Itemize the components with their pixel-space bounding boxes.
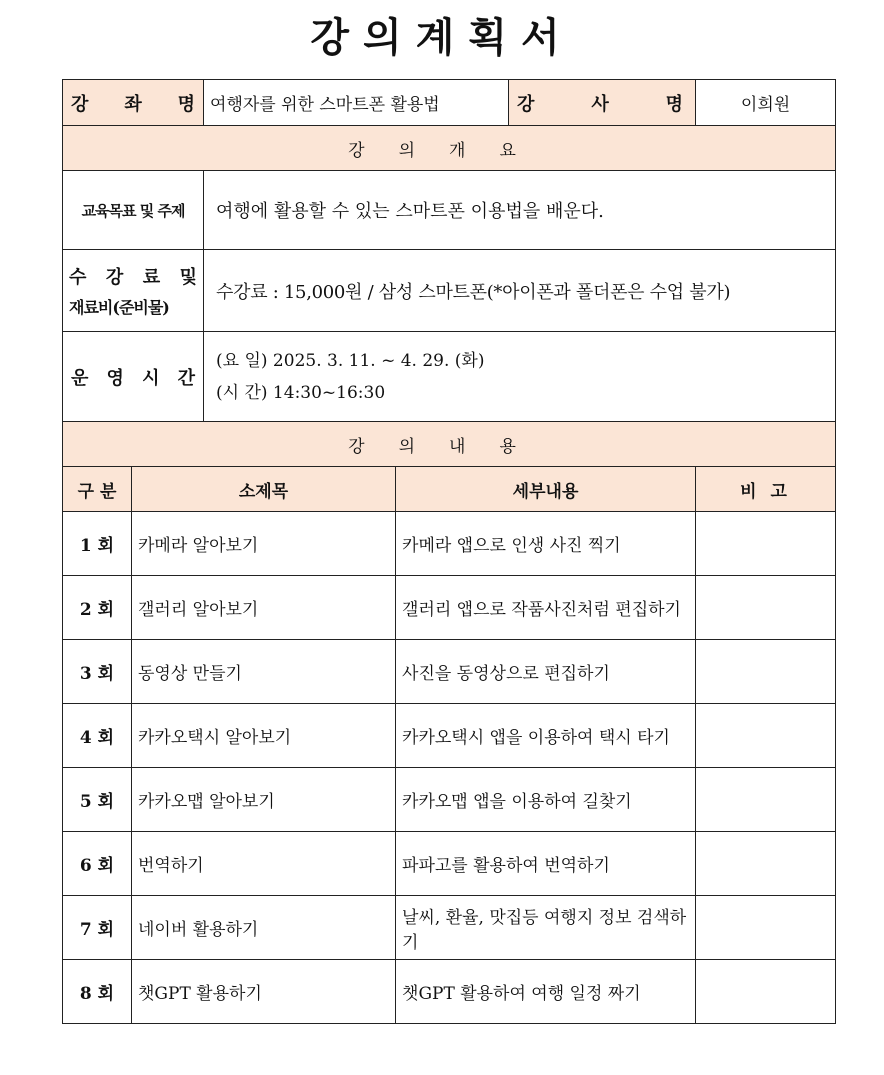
- session-number: 8 회: [63, 960, 132, 1024]
- session-note: [696, 768, 836, 832]
- session-subtitle: 카메라 알아보기: [132, 512, 396, 576]
- session-note: [696, 960, 836, 1024]
- table-row: [63, 896, 836, 960]
- session-detail: 파파고를 활용하여 번역하기: [396, 832, 696, 896]
- schedule-label: 운 영 시 간: [63, 332, 204, 422]
- content-column-headers: [63, 467, 836, 512]
- col-header-note: 비 고: [696, 467, 836, 512]
- col-header-detail: 세부내용: [396, 467, 696, 512]
- session-note: [696, 640, 836, 704]
- session-number: 7 회: [63, 896, 132, 960]
- session-subtitle: 챗GPT 활용하기: [132, 960, 396, 1024]
- session-detail: 사진을 동영상으로 편집하기: [396, 640, 696, 704]
- content-section-header: 강의내용: [63, 422, 836, 467]
- overview-section-header: 강의개요: [63, 126, 836, 171]
- table-row: [63, 640, 836, 704]
- fee-label: 수 강 료 및 재료비(준비물): [63, 250, 204, 332]
- schedule-time: (시 간) 14:30~16:30: [216, 382, 386, 403]
- course-name-value: 여행자를 위한 스마트폰 활용법: [204, 80, 509, 126]
- session-note: [696, 832, 836, 896]
- session-subtitle: 카카오맵 알아보기: [132, 768, 396, 832]
- col-header-subtitle: 소제목: [132, 467, 396, 512]
- session-number: 2 회: [63, 576, 132, 640]
- session-subtitle: 동영상 만들기: [132, 640, 396, 704]
- fee-value: 수강료 : 15,000원 / 삼성 스마트폰(*아이폰과 폴더폰은 수업 불가): [204, 250, 836, 332]
- schedule-value: [204, 332, 836, 422]
- session-number: 1 회: [63, 512, 132, 576]
- table-row: [63, 512, 836, 576]
- session-subtitle: 번역하기: [132, 832, 396, 896]
- session-number: 5 회: [63, 768, 132, 832]
- session-note: [696, 704, 836, 768]
- session-detail: 카메라 앱으로 인생 사진 찍기: [396, 512, 696, 576]
- session-note: [696, 896, 836, 960]
- table-row: [63, 832, 836, 896]
- document-title: 강의계획서: [310, 15, 574, 61]
- instructor-name-value: 이희원: [696, 80, 836, 126]
- col-header-session: 구 분: [63, 467, 132, 512]
- table-row: [63, 576, 836, 640]
- session-note: [696, 512, 836, 576]
- session-number: 4 회: [63, 704, 132, 768]
- table-row: [63, 768, 836, 832]
- course-name-label: 강 좌 명: [63, 80, 204, 126]
- session-detail: 카카오맵 앱을 이용하여 길찾기: [396, 768, 696, 832]
- instructor-name-label: 강 사 명: [509, 80, 696, 126]
- course-info-row: [63, 80, 836, 126]
- session-detail: 카카오택시 앱을 이용하여 택시 타기: [396, 704, 696, 768]
- table-row: [63, 704, 836, 768]
- session-detail: 날씨, 환율, 맛집등 여행지 정보 검색하기: [396, 896, 696, 960]
- session-note: [696, 576, 836, 640]
- session-detail: 챗GPT 활용하여 여행 일정 짜기: [396, 960, 696, 1024]
- session-number: 3 회: [63, 640, 132, 704]
- session-subtitle: 카카오택시 알아보기: [132, 704, 396, 768]
- session-subtitle: 갤러리 알아보기: [132, 576, 396, 640]
- session-detail: 갤러리 앱으로 작품사진처럼 편집하기: [396, 576, 696, 640]
- session-number: 6 회: [63, 832, 132, 896]
- session-subtitle: 네이버 활용하기: [132, 896, 396, 960]
- goal-label: 교육목표 및 주제: [63, 171, 204, 250]
- schedule-days: (요 일) 2025. 3. 11. ~ 4. 29. (화): [216, 350, 485, 371]
- table-row: [63, 960, 836, 1024]
- lecture-plan-table: [62, 79, 836, 1024]
- goal-value: 여행에 활용할 수 있는 스마트폰 이용법을 배운다.: [204, 171, 836, 250]
